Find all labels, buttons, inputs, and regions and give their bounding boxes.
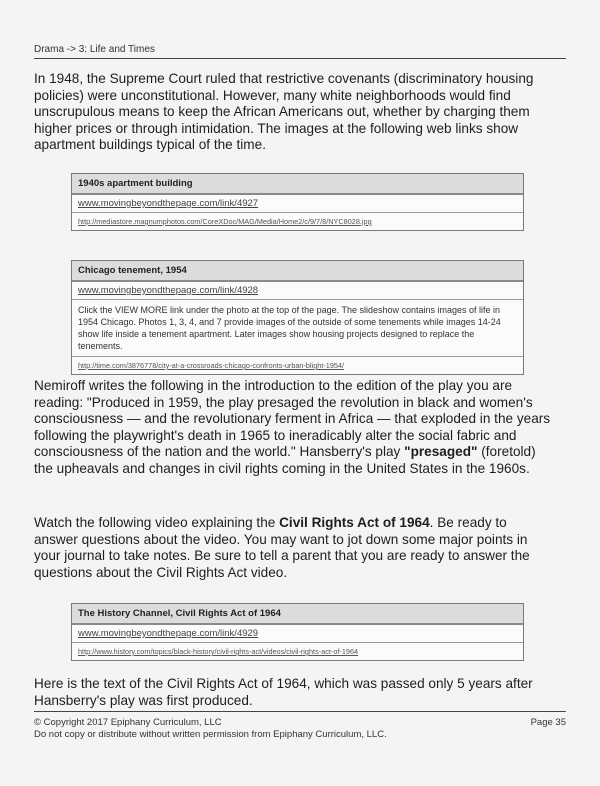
link-url[interactable]: www.movingbeyondthepage.com/link/4927: [72, 195, 523, 213]
paragraph-video-instructions: [34, 515, 554, 581]
page-number: Page 35: [530, 717, 566, 728]
link-box-history-channel: [71, 603, 524, 661]
link-source-url[interactable]: http://www.history.com/topics/black-history/civil-rights-act/videos/civil-rights-act-of-1964: [78, 647, 359, 656]
paragraph-text: (foretold) the upheavals and changes in civil rights coming in the United States in the 1960s.: [34, 444, 536, 476]
link-source-url[interactable]: http://mediastore.magnumphotos.com/CoreXDoc/MAG/Media/Home2/c/9/7/8/NYC8028.jpg: [78, 217, 372, 226]
paragraph-text: Nemiroff writes the following in the introduction to the edition of the play you are reading: "Produced in 1959, the play presaged the revolution in black and women's consciousness — and the revolutionary ferment in Africa — that exploded in the years following the playwright's death in 1965 to ineradicably alter the social fabric and consciousness of the nation and the world." Hansberry's play: [34, 378, 551, 460]
link-description: Click the VIEW MORE link under the photo at the top of the page. The slideshow contains images of life in 1954 Chicago. Photos 1, 3, 4, and 7 provide images of the outside of some tenements while images 14-24 show life inside a tenement apartment. Later images show housing projects designed to replace the tenements.: [72, 300, 523, 357]
bold-term-civil-rights-act: Civil Rights Act of 1964: [279, 515, 430, 530]
bold-term-presaged: "presaged": [404, 444, 478, 460]
paragraph-text: . Be ready to answer questions about the video. You may want to jot down some major points in your journal to take notes. Be sure to tell a parent that you are ready to answer the questions about the Civil Rights Act video.: [34, 515, 530, 580]
paragraph-covenants: In 1948, the Supreme Court ruled that restrictive covenants (discriminatory housing policies) were unconstitutional. However, many white neighborhoods would find unscrupulous means to keep the African Americans out, whether by charging them higher prices or through intimidation. The images at the following web links show apartment buildings typical of the time.: [34, 71, 534, 153]
link-box-title: The History Channel, Civil Rights Act of 1964: [72, 604, 523, 625]
link-box-title: 1940s apartment building: [72, 174, 523, 195]
breadcrumb: Drama -> 3: Life and Times: [34, 44, 566, 59]
link-box-title: Chicago tenement, 1954: [72, 261, 523, 282]
paragraph-nemiroff: [34, 378, 554, 478]
link-box-chicago-tenement: [71, 260, 524, 375]
copyright-text: © Copyright 2017 Epiphany Curriculum, LLC: [34, 717, 222, 728]
link-url[interactable]: www.movingbeyondthepage.com/link/4928: [72, 282, 523, 300]
paragraph-text: Watch the following video explaining the: [34, 515, 280, 530]
link-url[interactable]: www.movingbeyondthepage.com/link/4929: [72, 625, 523, 643]
link-source-url[interactable]: http://time.com/3876778/city-at-a-crossroads-chicago-confronts-urban-blight-1954/: [78, 361, 345, 370]
distribution-notice: Do not copy or distribute without written permission from Epiphany Curriculum, LLC.: [34, 729, 387, 740]
link-box-1940s-apartment: [71, 173, 524, 231]
paragraph-civil-rights-text: Here is the text of the Civil Rights Act of 1964, which was passed only 5 years after Hansberry's play was first produced.: [34, 676, 533, 708]
page-footer: [34, 711, 566, 741]
